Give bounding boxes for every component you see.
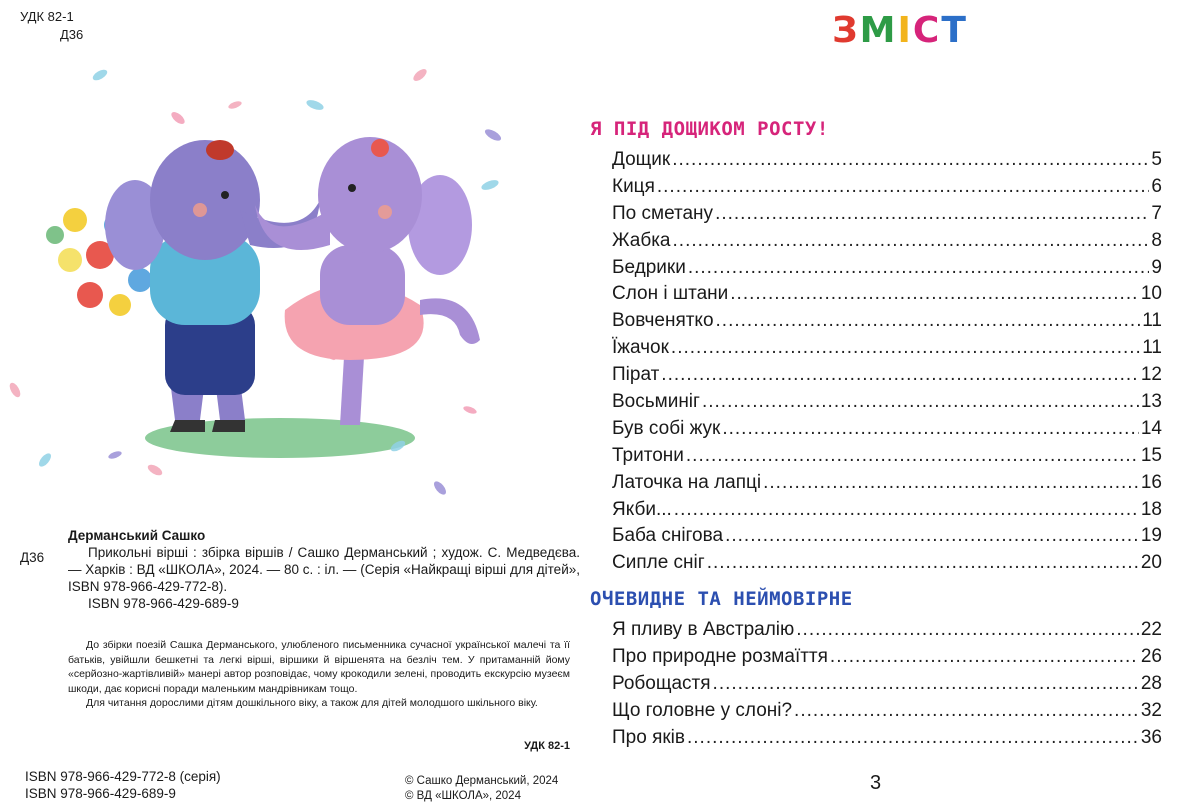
toc-entry xyxy=(612,391,1162,418)
toc-entry xyxy=(612,525,1162,552)
dot-leader xyxy=(661,364,1139,386)
toc-entry-title: Бедрики xyxy=(612,256,686,278)
udk-header-line1: УДК 82-1 xyxy=(20,9,74,24)
toc-entry-page: 6 xyxy=(1151,175,1162,197)
right-page xyxy=(590,0,1200,807)
toc-entry xyxy=(612,337,1162,364)
udk-header xyxy=(20,8,83,44)
section-heading: Я ПІД ДОЩИКОМ РОСТУ! xyxy=(590,118,829,140)
toc-entry-title: Тритони xyxy=(612,444,684,466)
toc-entry xyxy=(612,700,1162,727)
toc-entry-title: Їжачок xyxy=(612,337,669,359)
toc-entry-title: Робощастя xyxy=(612,672,711,694)
dot-leader xyxy=(673,230,1150,252)
toc-entry-title: Що головне у слоні? xyxy=(612,699,793,721)
catalog-record xyxy=(20,527,580,612)
toc-entry-page: 18 xyxy=(1140,498,1162,520)
toc-entry-title: По сметану xyxy=(612,202,714,224)
toc-entry-page: 20 xyxy=(1140,552,1162,574)
toc-entry-page: 14 xyxy=(1140,417,1162,439)
toc-entry-page: 11 xyxy=(1142,337,1162,359)
annotation xyxy=(68,638,570,711)
toc-entry-page: 11 xyxy=(1142,310,1162,332)
toc-entry-page: 7 xyxy=(1151,202,1162,224)
dot-leader xyxy=(715,203,1149,225)
toc-entry-page: 9 xyxy=(1151,256,1162,278)
toc-entry-page: 28 xyxy=(1140,672,1162,694)
dot-leader xyxy=(686,445,1139,467)
toc-entry xyxy=(612,310,1162,337)
isbn-footer xyxy=(25,768,221,802)
toc-entry-title: Латочка на лапці xyxy=(612,471,762,493)
toc-entry-title: Про яків xyxy=(612,726,685,748)
dot-leader xyxy=(702,391,1139,413)
toc-entry-page: 13 xyxy=(1140,391,1162,413)
dot-leader xyxy=(672,149,1149,171)
girl-elephant xyxy=(255,137,480,425)
dot-leader xyxy=(730,283,1139,305)
dot-leader xyxy=(707,552,1139,574)
toc-entry-page: 12 xyxy=(1140,364,1162,386)
dot-leader xyxy=(722,418,1139,440)
catalog-author: Дерманський Сашко xyxy=(68,528,206,543)
annotation-paragraph: До збірки поезій Сашка Дерманського, улюбленого письменника сучасної української малечі та її батьків, увійшли бешкетні та легкі вірші, віршики й віршенята на безліч тем. У притаманній йому «серйозно-жартівливій» манері автор розповідає, чому крокодили зелені, проводить екскурсію музеєм шкоди, дає корисні поради маленьким мандрівникам тощо. xyxy=(68,639,570,695)
title-letter: С xyxy=(912,10,942,51)
toc-entry xyxy=(612,552,1162,579)
toc-entry xyxy=(612,499,1162,526)
toc-entry-title: Киця xyxy=(612,175,655,197)
toc-list xyxy=(612,619,1162,753)
toc-entry xyxy=(612,364,1162,391)
title-letter: Т xyxy=(941,10,968,51)
dot-leader xyxy=(687,727,1139,749)
isbn-book: ISBN 978-966-429-689-9 xyxy=(25,786,176,801)
toc-entry-page: 32 xyxy=(1140,699,1162,721)
toc-entry xyxy=(612,283,1162,310)
toc-entry-page: 8 xyxy=(1151,229,1162,251)
copyright xyxy=(405,774,558,804)
dot-leader xyxy=(830,646,1139,668)
toc-entry-page: 22 xyxy=(1140,619,1162,640)
title-letter: І xyxy=(897,10,913,51)
copyright-publisher: © ВД «ШКОЛА», 2024 xyxy=(405,790,521,802)
toc-entry-title: Дощик xyxy=(612,149,671,170)
toc-entry-title: Баба снігова xyxy=(612,525,724,547)
dot-leader xyxy=(716,310,1141,332)
dot-leader xyxy=(688,257,1150,279)
toc-entry-title: Вовченятко xyxy=(612,310,714,332)
toc-entry-title: Сипле сніг xyxy=(612,552,705,574)
toc-entry-page: 15 xyxy=(1140,444,1162,466)
toc-entry xyxy=(612,149,1162,176)
toc-entry-title: Пірат xyxy=(612,364,660,386)
title-letter: М xyxy=(859,10,898,51)
title-letter: З xyxy=(832,10,860,51)
toc-entry-page: 16 xyxy=(1140,471,1162,493)
toc-entry xyxy=(612,176,1162,203)
toc-entry-title: Я пливу в Австралію xyxy=(612,619,795,640)
annotation-udk: УДК 82-1 xyxy=(524,740,570,752)
toc-entry xyxy=(612,673,1162,700)
toc-entry-page: 36 xyxy=(1140,726,1162,748)
toc-list xyxy=(612,149,1162,579)
section-heading: ОЧЕВИДНЕ ТА НЕЙМОВІРНЕ xyxy=(590,588,853,610)
toc-entry xyxy=(612,203,1162,230)
dot-leader xyxy=(763,472,1139,494)
dot-leader xyxy=(657,176,1150,198)
dot-leader xyxy=(713,673,1139,695)
catalog-code: Д36 xyxy=(20,550,45,565)
toc-entry-title: Слон і штани xyxy=(612,283,729,305)
toc-entry xyxy=(612,445,1162,472)
contents-title xyxy=(600,10,1200,51)
toc-entry-title: Про природне розмаїття xyxy=(612,645,828,667)
dot-leader xyxy=(794,700,1139,722)
dot-leader xyxy=(674,499,1139,521)
toc-entry xyxy=(612,646,1162,673)
toc-entry-page: 26 xyxy=(1140,645,1162,667)
toc-entry xyxy=(612,418,1162,445)
toc-entry-title: Якби... xyxy=(612,498,672,520)
elephants-illustration xyxy=(0,60,600,530)
toc-entry xyxy=(612,727,1162,754)
toc-entry xyxy=(612,472,1162,499)
toc-entry xyxy=(612,619,1162,646)
toc-entry xyxy=(612,230,1162,257)
toc-entry-page: 19 xyxy=(1140,525,1162,547)
toc-entry-title: Жабка xyxy=(612,229,671,251)
dot-leader xyxy=(796,619,1139,641)
toc-entry-title: Восьминіг xyxy=(612,391,700,413)
annotation-paragraph: Для читання дорослими дітям дошкільного віку, а також для дітей молодшого шкільного віку. xyxy=(86,697,538,709)
toc-entry xyxy=(612,257,1162,284)
page-number: 3 xyxy=(870,772,882,794)
dot-leader xyxy=(725,525,1139,547)
dot-leader xyxy=(671,337,1140,359)
toc-entry-title: Був собі жук xyxy=(612,417,721,439)
isbn-series: ISBN 978-966-429-772-8 (серія) xyxy=(25,769,221,784)
copyright-author: © Сашко Дерманський, 2024 xyxy=(405,775,559,787)
catalog-isbn: ISBN 978-966-429-689-9 xyxy=(88,596,239,611)
catalog-description: Прикольні вірші : збірка віршів / Сашко Дерманський ; худож. С. Медведєва. — Харків : ВД «ШКОЛА», 2024. — 80 с. : іл. — (Серія «Найкращі вірші для дітей», ISBN 978-966-429-772-8). xyxy=(68,545,580,594)
toc-entry-page: 10 xyxy=(1140,283,1162,305)
udk-header-line2: Д36 xyxy=(60,27,84,42)
toc-entry-page: 5 xyxy=(1151,149,1162,170)
